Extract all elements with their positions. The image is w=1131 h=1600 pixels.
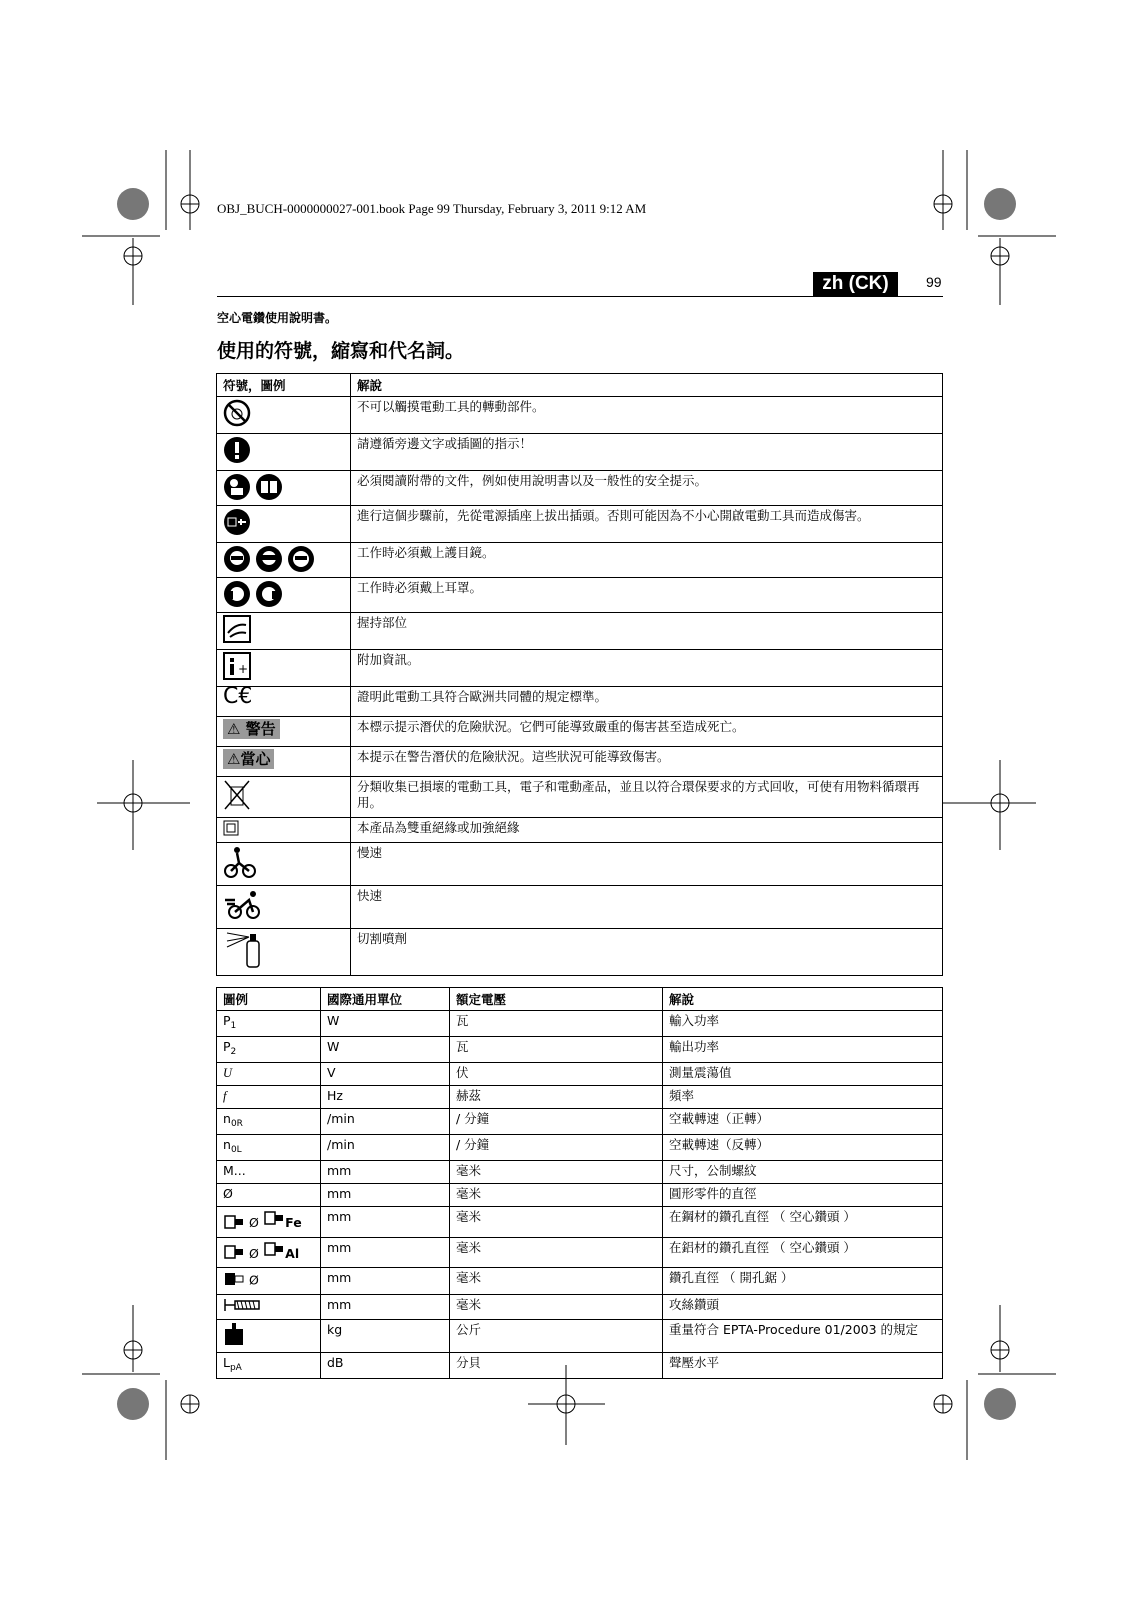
- si-cell: Hz: [321, 1086, 450, 1109]
- legend-cell: [217, 1135, 321, 1161]
- symbols-table: [216, 373, 943, 976]
- si-cell: kg: [321, 1320, 450, 1353]
- legend-symbol: Ø: [245, 1215, 259, 1230]
- list-item: 進行這個步驟前，先從電源插座上拔出插頭。否則可能因為不小心開啟電動工具而造成傷害。: [351, 506, 943, 543]
- language-tag: zh (CK): [813, 272, 898, 296]
- list-item: 本標示提示潛伏的危險狀況。它們可能導致嚴重的傷害甚至造成死亡。: [351, 717, 943, 747]
- si-cell: W: [321, 1037, 450, 1063]
- desc-cell: 尺寸，公制螺紋: [663, 1161, 943, 1184]
- table-row: [217, 1184, 943, 1207]
- desc-cell: 攻絲鑽頭: [663, 1295, 943, 1320]
- ce-mark-icon: C€: [223, 684, 253, 709]
- weight-icon: [223, 1334, 245, 1349]
- list-item: 附加資訊。: [351, 650, 943, 687]
- list-item: 請遵循旁邊文字或插圖的指示！: [351, 434, 943, 471]
- table-row: [217, 1161, 943, 1184]
- list-item: 工作時必須戴上護目鏡。: [351, 543, 943, 578]
- list-item: 工作時必須戴上耳罩。: [351, 578, 943, 613]
- table-row: [217, 1237, 943, 1268]
- local-cell: 毫米: [450, 1161, 663, 1184]
- table-header-row: [217, 374, 943, 397]
- legend-symbol: f: [223, 1089, 227, 1103]
- legend-subscript: 1: [230, 1021, 237, 1031]
- table-row: [217, 777, 943, 818]
- local-cell: 毫米: [450, 1237, 663, 1268]
- legend-cell: [217, 1109, 321, 1135]
- table-row: [217, 886, 943, 929]
- list-item: 本提示在警告潛伏的危險狀況。這些狀況可能導致傷害。: [351, 747, 943, 777]
- local-cell: 瓦: [450, 1011, 663, 1037]
- legend-cell: [217, 1184, 321, 1207]
- section-title: 使用的符號，縮寫和代名詞。: [217, 340, 465, 362]
- caution-label: ⚠當心: [223, 749, 274, 769]
- table-row: [217, 471, 943, 506]
- list-item: 快速: [351, 886, 943, 929]
- header-rule: [217, 296, 943, 297]
- table-row: [217, 578, 943, 613]
- table-row: [217, 1135, 943, 1161]
- table-row: [217, 717, 943, 747]
- legend-cell: [217, 1268, 321, 1295]
- units-table: [216, 987, 943, 1379]
- table-row: [217, 650, 943, 687]
- table-row: [217, 1063, 943, 1086]
- header-si-unit: 國際通用單位: [321, 988, 450, 1011]
- table-row: [217, 1268, 943, 1295]
- list-item: 不可以觸摸電動工具的轉動部件。: [351, 397, 943, 434]
- legend-symbol: Ø: [223, 1186, 233, 1201]
- list-item: 慢速: [351, 843, 943, 886]
- legend-cell: [217, 1295, 321, 1320]
- local-cell: 伏: [450, 1063, 663, 1086]
- legend-symbol: M...: [223, 1163, 246, 1178]
- table-row: [217, 613, 943, 650]
- legend-subscript: 2: [230, 1047, 237, 1057]
- si-cell: dB: [321, 1353, 450, 1379]
- table-row: [217, 843, 943, 886]
- list-item: 本產品為雙重絕緣或加強絕緣: [351, 818, 943, 843]
- fast-speed-icon: [223, 888, 263, 922]
- ear-protection-icon: [223, 580, 344, 608]
- table-row: [217, 929, 943, 976]
- list-item: 證明此電動工具符合歐洲共同體的規定標準。: [351, 687, 943, 717]
- header-rated: 額定電壓: [450, 988, 663, 1011]
- desc-cell: 輸出功率: [663, 1037, 943, 1063]
- table-row: [217, 1109, 943, 1135]
- legend-symbol: Ø: [245, 1245, 259, 1261]
- no-touch-rotating-icon: [223, 399, 251, 427]
- local-cell: 毫米: [450, 1207, 663, 1238]
- si-cell: W: [321, 1011, 450, 1037]
- legend-symbol: n: [223, 1137, 231, 1152]
- table-row: [217, 1320, 943, 1353]
- desc-cell: 頻率: [663, 1086, 943, 1109]
- read-manual-icon: [223, 473, 344, 501]
- local-cell: 毫米: [450, 1184, 663, 1207]
- core-drill-fe-icon: [223, 1219, 245, 1234]
- legend-symbol: P: [223, 1039, 231, 1054]
- list-item: 握持部位: [351, 613, 943, 650]
- cutting-spray-icon: [223, 931, 263, 969]
- si-cell: /min: [321, 1109, 450, 1135]
- local-cell: 公斤: [450, 1320, 663, 1353]
- header-symbol: 符號，圖例: [217, 374, 351, 397]
- legend-cell: [217, 1011, 321, 1037]
- info-icon: [223, 652, 251, 680]
- hole-saw-icon: [223, 1276, 245, 1291]
- header-legend: 圖例: [217, 988, 321, 1011]
- unplug-icon: [223, 508, 251, 536]
- list-item: 分類收集已損壞的電動工具，電子和電動產品，並且以符合環保要求的方式回收，可使有用物料循環再用。: [351, 777, 943, 818]
- local-cell: 分貝: [450, 1353, 663, 1379]
- table-row: [217, 1295, 943, 1320]
- list-item: 必須閱讀附帶的文件，例如使用說明書以及一般性的安全提示。: [351, 471, 943, 506]
- table-row: [217, 506, 943, 543]
- eye-protection-icon: [223, 545, 344, 573]
- legend-cell: [217, 1353, 321, 1379]
- desc-cell: 圓形零件的直徑: [663, 1184, 943, 1207]
- desc-cell: 空載轉速（正轉）: [663, 1109, 943, 1135]
- warning-label: ⚠ 警告: [223, 719, 280, 739]
- table-row: [217, 687, 943, 717]
- slow-speed-icon: [223, 845, 257, 879]
- svg-text:+: +: [238, 662, 249, 676]
- desc-cell: 在鋁材的鑽孔直徑 （ 空心鑽頭 ）: [663, 1237, 943, 1268]
- header-description: 解說: [663, 988, 943, 1011]
- desc-cell: 輸入功率: [663, 1011, 943, 1037]
- table-row: [217, 747, 943, 777]
- table-header-row: [217, 988, 943, 1011]
- legend-cell: [217, 1207, 321, 1238]
- table-row: [217, 1037, 943, 1063]
- legend-cell: [217, 1320, 321, 1353]
- desc-cell: 聲壓水平: [663, 1353, 943, 1379]
- legend-cell: [217, 1237, 321, 1268]
- table-row: [217, 818, 943, 843]
- desc-cell: 重量符合 EPTA-Procedure 01/2003 的規定: [663, 1320, 943, 1353]
- legend-cell: [217, 1086, 321, 1109]
- weee-bin-icon: [223, 779, 251, 811]
- tap-icon: [223, 1301, 263, 1316]
- si-cell: mm: [321, 1268, 450, 1295]
- table-row: [217, 1011, 943, 1037]
- legend-subscript: 0R: [230, 1119, 243, 1129]
- table-row: [217, 543, 943, 578]
- si-cell: mm: [321, 1237, 450, 1268]
- legend-cell: [217, 1037, 321, 1063]
- local-cell: / 分鐘: [450, 1135, 663, 1161]
- si-cell: mm: [321, 1184, 450, 1207]
- material-suffix: Al: [259, 1246, 299, 1261]
- local-cell: 赫茲: [450, 1086, 663, 1109]
- desc-cell: 空載轉速（反轉）: [663, 1135, 943, 1161]
- legend-symbol: Ø: [245, 1272, 259, 1288]
- header-explanation: 解說: [351, 374, 943, 397]
- legend-cell: [217, 1063, 321, 1086]
- legend-cell: [217, 1161, 321, 1184]
- core-drill-al-icon: [223, 1249, 245, 1264]
- local-cell: 毫米: [450, 1268, 663, 1295]
- page-number: 99: [926, 274, 942, 290]
- local-cell: 瓦: [450, 1037, 663, 1063]
- legend-subscript: pA: [229, 1363, 242, 1373]
- table-row: [217, 397, 943, 434]
- legend-symbol: L: [223, 1355, 230, 1370]
- desc-cell: 在鋼材的鑽孔直徑 （ 空心鑽頭 ）: [663, 1207, 943, 1238]
- table-row: [217, 1353, 943, 1379]
- table-row: [217, 1086, 943, 1109]
- si-cell: V: [321, 1063, 450, 1086]
- list-item: 切割噴劑: [351, 929, 943, 976]
- file-info: OBJ_BUCH-0000000027-001.book Page 99 Thursday, February 3, 2011 9:12 AM: [217, 201, 647, 216]
- legend-symbol: U: [223, 1066, 233, 1080]
- double-insulation-icon: [223, 820, 239, 836]
- legend-symbol: n: [223, 1111, 231, 1126]
- grip-area-icon: [223, 615, 251, 643]
- local-cell: / 分鐘: [450, 1109, 663, 1135]
- local-cell: 毫米: [450, 1295, 663, 1320]
- legend-symbol: P: [223, 1013, 231, 1028]
- legend-subscript: 0L: [230, 1145, 242, 1155]
- desc-cell: 測量震蕩值: [663, 1063, 943, 1086]
- material-suffix: Fe: [259, 1215, 302, 1230]
- table-row: [217, 434, 943, 471]
- mandatory-action-icon: [223, 436, 251, 464]
- desc-cell: 鑽孔直徑 （ 開孔鋸 ）: [663, 1268, 943, 1295]
- si-cell: mm: [321, 1161, 450, 1184]
- table-row: [217, 1207, 943, 1238]
- si-cell: /min: [321, 1135, 450, 1161]
- manual-subtitle: 空心電鑽使用說明書。: [217, 311, 338, 325]
- si-cell: mm: [321, 1295, 450, 1320]
- si-cell: mm: [321, 1207, 450, 1238]
